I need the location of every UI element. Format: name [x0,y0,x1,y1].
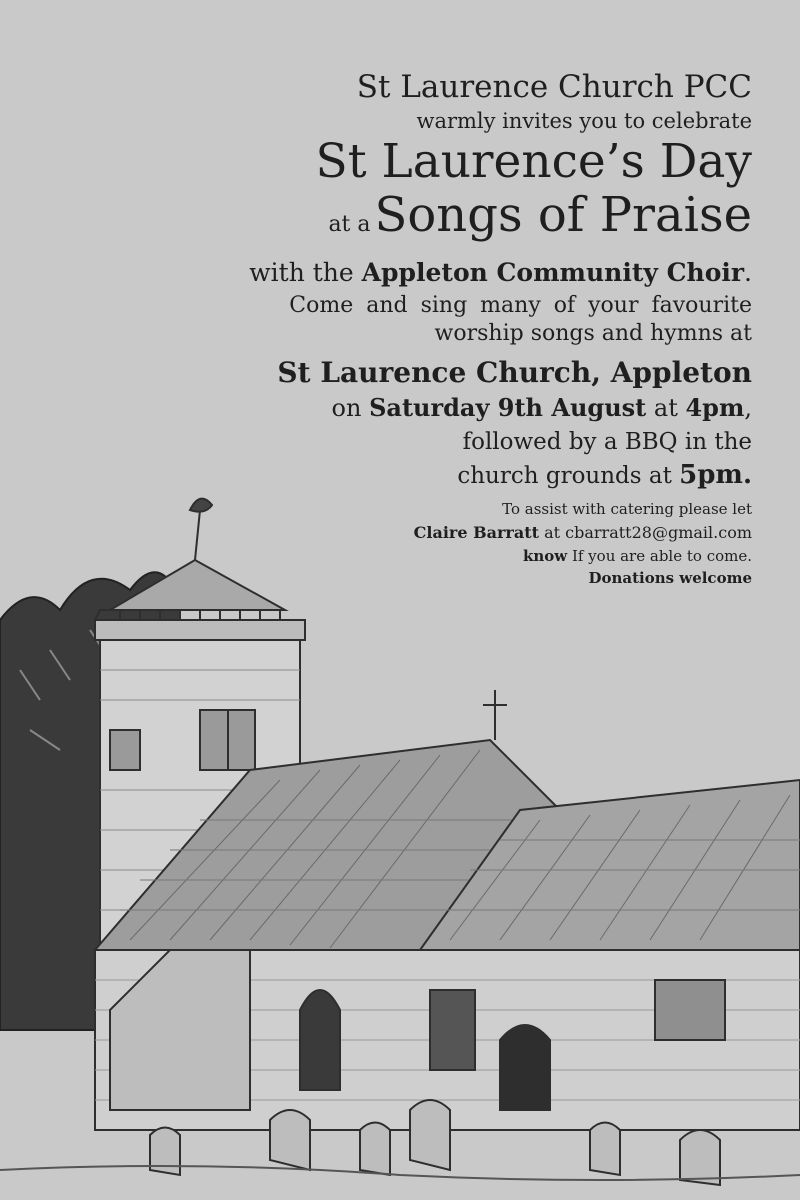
choir-prefix: with the [249,257,362,287]
bbq-time: 5pm. [679,459,752,490]
know-word: know [522,546,568,565]
songs-of-praise-line [112,186,752,243]
date-on: on [331,394,370,423]
come-line-2: worship songs and hymns at [434,321,752,347]
come-line-1: Come and sing many of your favourite [289,293,752,319]
bbq-prefix: church grounds at [457,462,680,489]
bbq-line-1: followed by a BBQ in the [462,428,752,455]
contact-name: Claire Barratt [413,522,540,542]
choir-name: Appleton Community Choir [361,257,745,287]
venue: St Laurence Church, Appleton [277,356,752,390]
event-title: St Laurence’s Day [315,134,752,190]
catering-rest: If you are able to come. [567,546,752,565]
donations: Donations welcome [588,569,752,588]
contact-email[interactable]: cbarratt28@gmail.com [565,522,752,542]
event-time: 4pm [685,393,745,423]
date-line [112,395,752,421]
event-date: Saturday 9th August [369,393,647,423]
invite-line: warmly invites you to celebrate [416,109,752,134]
cross [483,690,507,740]
choir-suffix: . [744,257,752,287]
church-illustration [0,470,800,1200]
date-at: at [646,394,686,423]
choir-line [112,259,752,287]
catering-line-1: To assist with catering please let [502,500,752,519]
at-a-text: at a [328,211,371,237]
organizer: St Laurence Church PCC [356,69,752,105]
songs-title: Songs of Praise [374,186,752,243]
contact-at: at [539,522,566,542]
time-suffix: , [744,394,752,423]
